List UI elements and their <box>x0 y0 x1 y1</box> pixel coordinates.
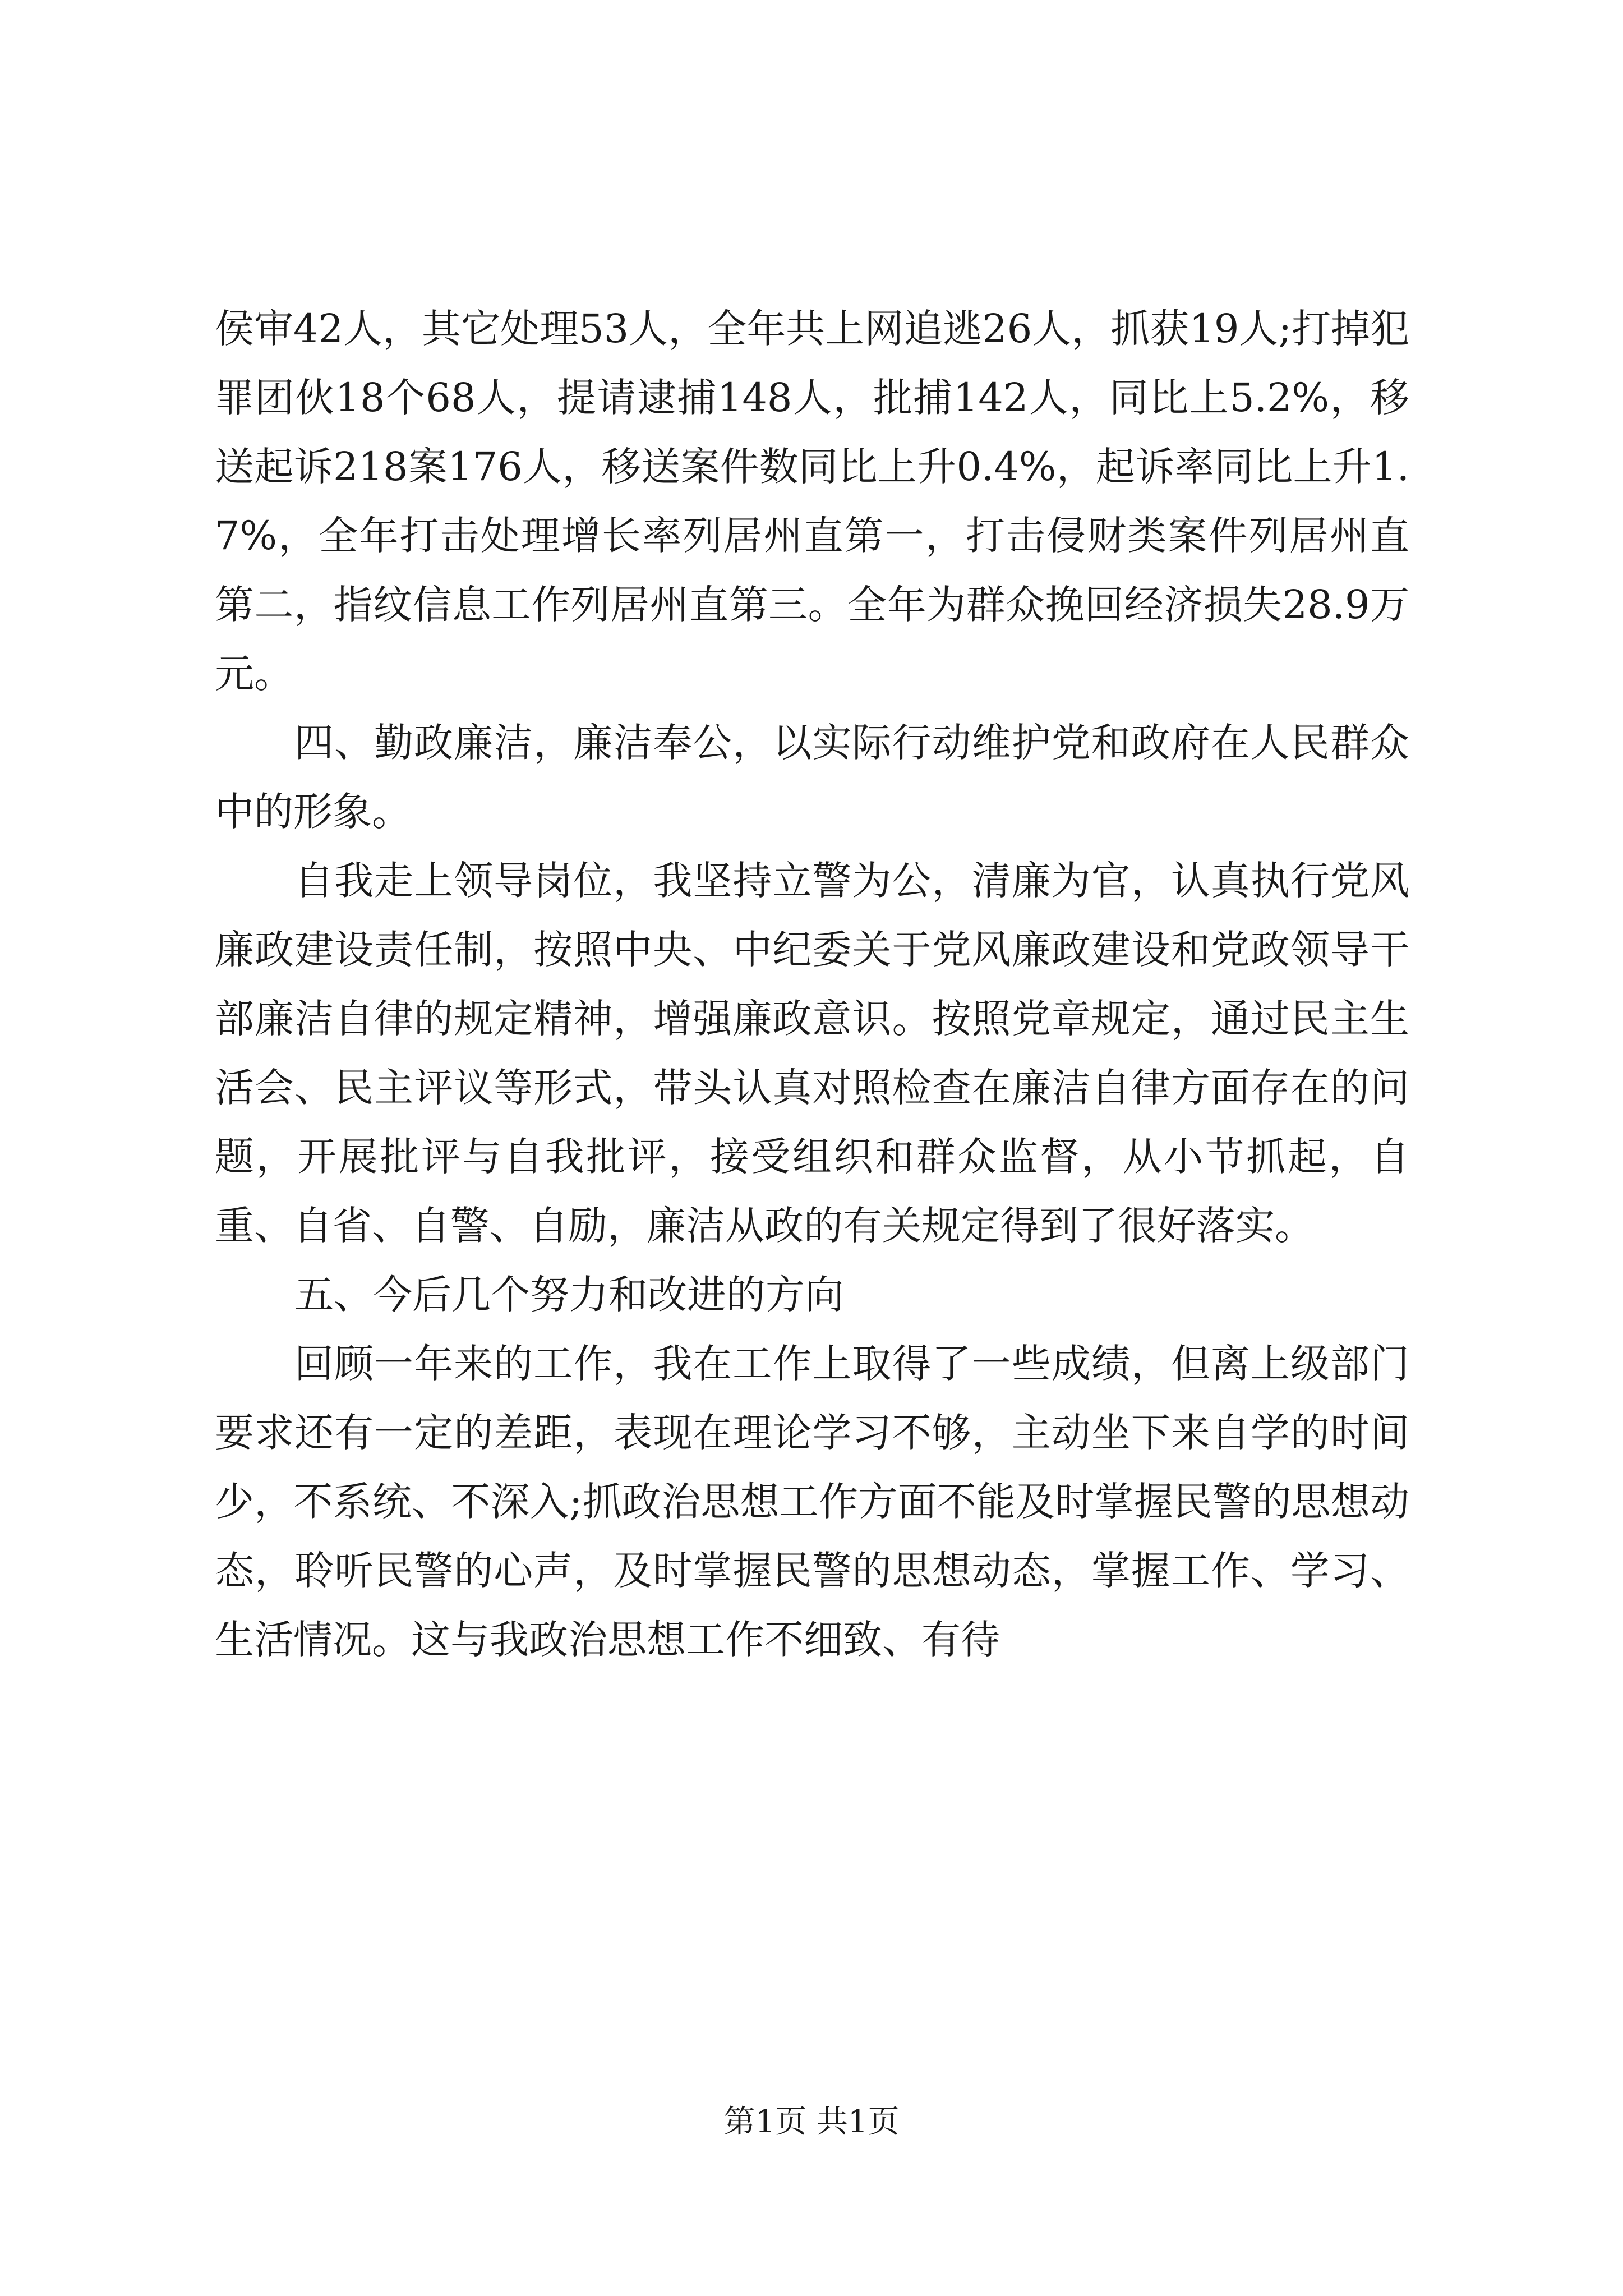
document-body <box>215 295 1409 1674</box>
paragraph-continuation: 侯审42人，其它处理53人，全年共上网追逃26人，抓获19人;打掉犯罪团伙18个68人，提请逮捕148人，批捕142人，同比上5.2%，移送起诉218案176人，移送案件数同比上升0.4%，起诉率同比上升1.7%，全年打击处理增长率列居州直第一，打击侵财类案件列居州直第二，指纹信息工作列居州直第三。全年为群众挽回经济损失28.9万元。 <box>215 306 1409 697</box>
section-heading-four: 四、勤政廉洁，廉洁奉公，以实际行动维护党和政府在人民群众中的形象。 <box>215 720 1409 835</box>
page-footer: 第1页 共1页 <box>723 2104 900 2140</box>
section-heading-five: 五、今后几个努力和改进的方向 <box>294 1272 844 1318</box>
paragraph-integrity: 自我走上领导岗位，我坚持立警为公，清廉为官，认真执行党风廉政建设责任制，按照中央、中纪委关于党风廉政建设和党政领导干部廉洁自律的规定精神，增强廉政意识。按照党章规定，通过民主生活会、民主评议等形式，带头认真对照检查在廉洁自律方面存在的问题，开展批评与自我批评，接受组织和群众监督，从小节抓起，自重、自省、自警、自励，廉洁从政的有关规定得到了很好落实。 <box>215 858 1409 1249</box>
paragraph-review: 回顾一年来的工作，我在工作上取得了一些成绩，但离上级部门要求还有一定的差距，表现在理论学习不够，主动坐下来自学的时间少，不系统、不深入;抓政治思想工作方面不能及时掌握民警的思想动态，聆听民警的心声，及时掌握民警的思想动态，掌握工作、学习、生活情况。这与我政治思想工作不细致、有待 <box>215 1341 1409 1663</box>
